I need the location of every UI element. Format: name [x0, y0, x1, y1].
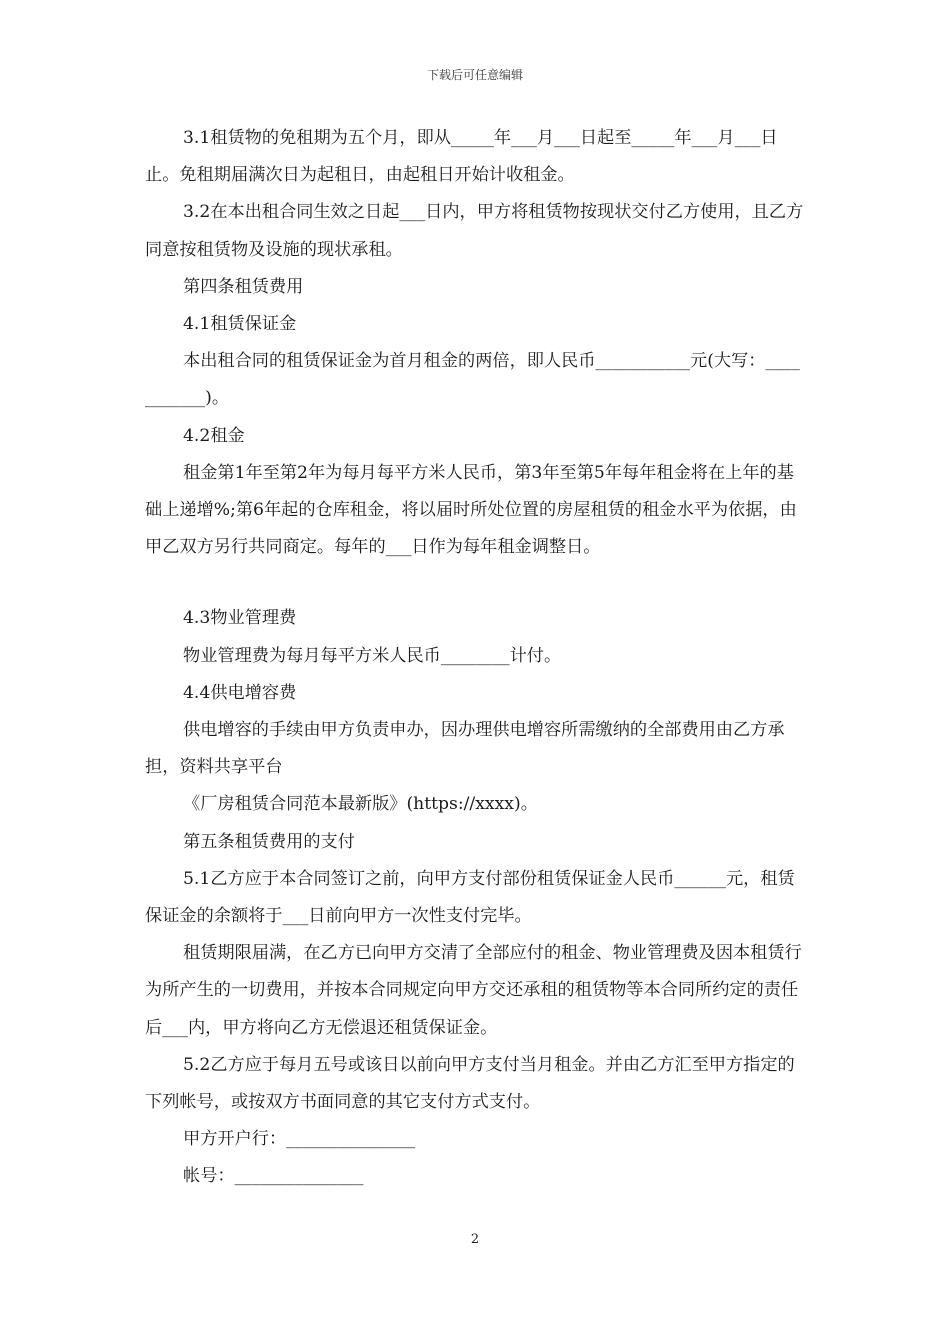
- clause-4-2-text: 租金第1年至第2年为每月每平方米人民币，第3年至第5年每年租金将在上年的基础上递增%;第6年起的仓库租金，将以届时所处位置的房屋租赁的租金水平为依据，由甲乙双方另行共同商定。每年的___日作为每年租金调整日。: [145, 462, 797, 558]
- clause-4-3-text: 物业管理费为每月每平方米人民币________计付。: [183, 645, 562, 666]
- account-field: 帐号：_______________: [183, 1166, 364, 1187]
- page-number: 2: [470, 1232, 480, 1247]
- clause-4-2-heading: 4.2租金: [183, 425, 245, 446]
- clause-4-1-text: 本出租合同的租赁保证金为首月租金的两倍，即人民币___________元(大写：___________)。: [145, 351, 800, 409]
- clause-5-1-text: 5.1乙方应于本合同签订之前，向甲方支付部份租赁保证金人民币______元，租赁保证金的余额将于___日前向甲方一次性支付完毕。: [145, 868, 795, 927]
- clause-4-1-heading: 4.1租赁保证金: [183, 314, 297, 335]
- clause-3-1: 3.1租赁物的免租期为五个月，即从_____年___月___日起至_____年___月___日止。免租期届满次日为起租日，由起租日开始计收租金。: [145, 128, 778, 186]
- bank-field: 甲方开户行：_______________: [183, 1129, 416, 1150]
- paragraph-gap: [145, 566, 807, 600]
- clause-4-3-heading: 4.3物业管理费: [183, 608, 297, 629]
- article-4-heading: 第四条租赁费用: [183, 276, 304, 297]
- clause-5-2-text: 5.2乙方应于每月五号或该日以前向甲方支付当月租金。并由乙方汇至甲方指定的下列帐号，或按双方书面同意的其它支付方式支付。: [145, 1054, 795, 1113]
- document-body: [145, 120, 807, 1196]
- clause-4-4-heading: 4.4供电增容费: [183, 682, 297, 703]
- clause-3-2: 3.2在本出租合同生效之日起___日内，甲方将租赁物按现状交付乙方使用，且乙方同意按租赁物及设施的现状承租。: [145, 202, 804, 260]
- reference-link-text: 《厂房租赁合同范本最新版》(https://xxxx)。: [183, 794, 538, 815]
- clause-4-4-text: 供电增容的手续由甲方负责申办，因办理供电增容所需缴纳的全部费用由乙方承担，资料共享平台: [145, 720, 785, 778]
- article-5-heading: 第五条租赁费用的支付: [183, 831, 355, 852]
- page-header: 下载后可任意编辑: [426, 68, 523, 82]
- deposit-refund-text: 租赁期限届满，在乙方已向甲方交清了全部应付的租金、物业管理费及因本租赁行为所产生的一切费用，并按本合同规定向甲方交还承租的租赁物等本合同所约定的责任后___内，甲方将向乙方无偿退还租赁保证金。: [145, 943, 802, 1038]
